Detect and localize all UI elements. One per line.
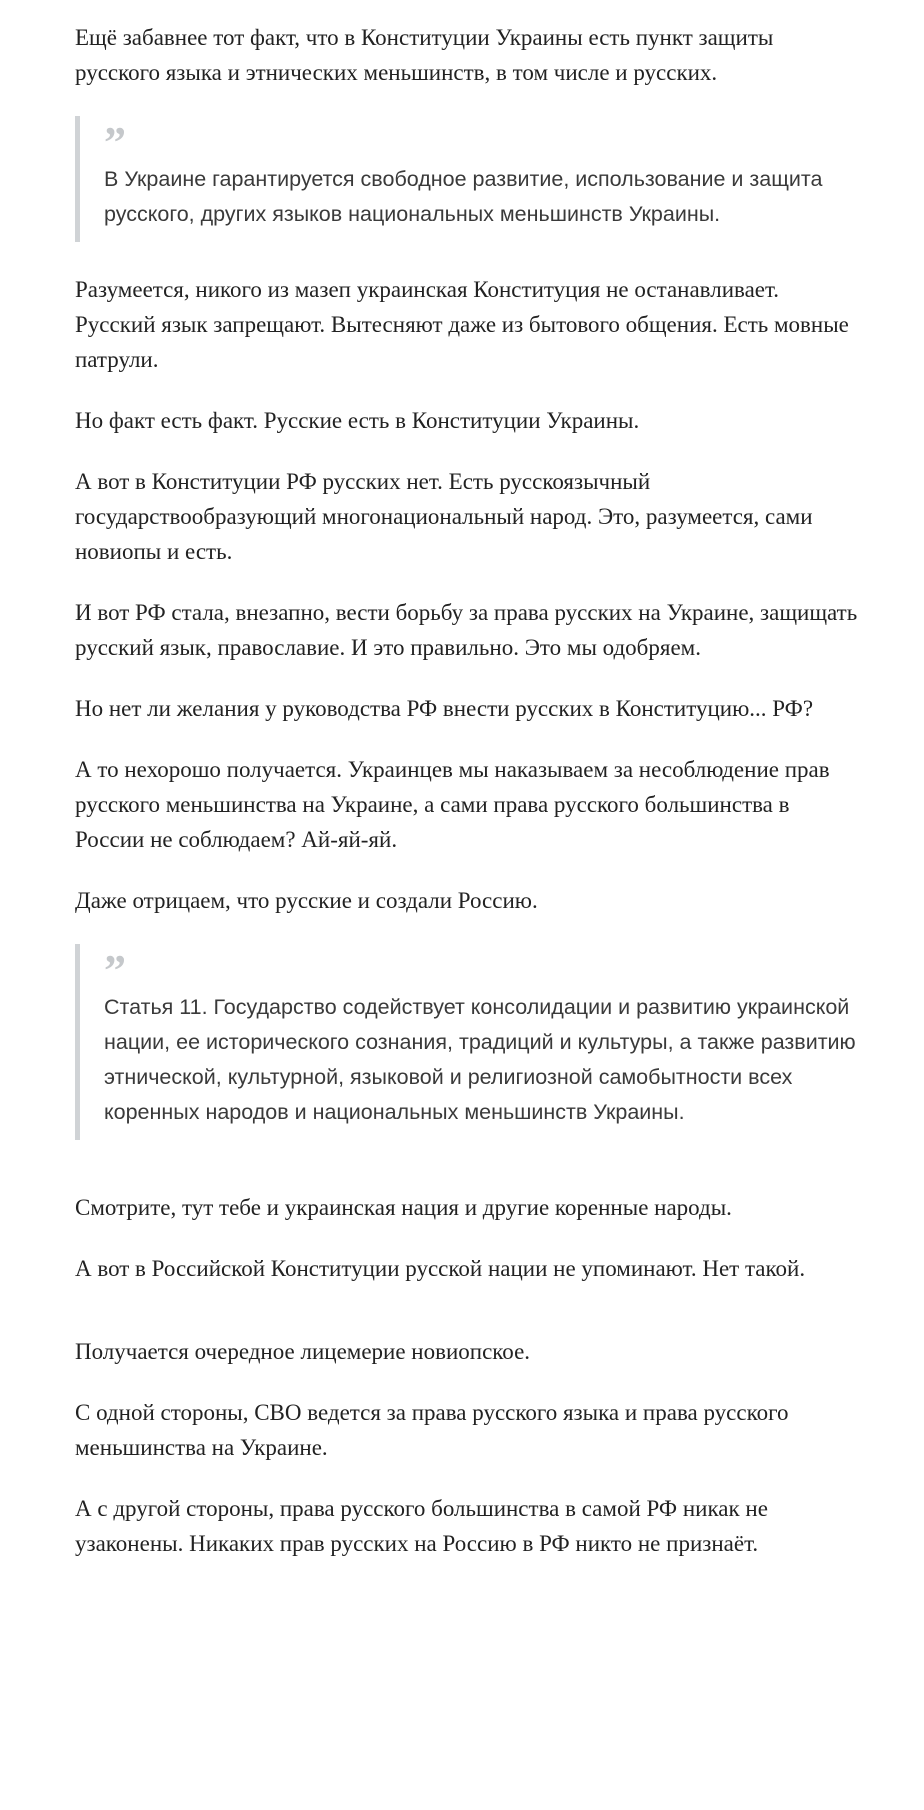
paragraph: А то нехорошо получается. Украинцев мы наказываем за несоблюдение прав русского меньшинства на Украине, а сами права русского большинства в России не соблюдаем? Ай-яй-яй. — [75, 757, 830, 852]
paragraph: Смотрите, тут тебе и украинская нация и другие коренные народы. — [75, 1195, 732, 1220]
quote-icon: ” — [104, 946, 126, 995]
quote-text: В Украине гарантируется свободное развитие, использование и защита русского, других языков национальных меньшинств Украины. — [104, 167, 823, 226]
paragraph: С одной стороны, СВО ведется за права русского языка и права русского меньшинства на Украине. — [75, 1400, 789, 1460]
paragraph: А вот в Российской Конституции русской нации не упоминают. Нет такой. — [75, 1256, 806, 1281]
paragraph: Разумеется, никого из мазеп украинская Конституция не останавливает. Русский язык запрещают. Вытесняют даже из бытового общения. Есть мовные патрули. — [75, 277, 849, 372]
quote-text: Статья 11. Государство содействует консолидации и развитию украинской нации, ее исторического сознания, традиций и культуры, а также развитию этнической, культурной, языковой и религиозной самобытности всех коренных народов и национальных меньшинств Украины. — [104, 995, 856, 1124]
blockquote — [75, 944, 864, 1140]
paragraph: Получается очередное лицемерие новиопское. — [75, 1339, 531, 1364]
paragraph: А вот в Конституции РФ русских нет. Есть русскоязычный государствообразующий многонациональный народ. Это, разумеется, сами новиопы и есть. — [75, 469, 813, 564]
paragraph: Но нет ли желания у руководства РФ внести русских в Конституцию... РФ? — [75, 696, 814, 721]
paragraph: Даже отрицаем, что русские и создали Россию. — [75, 888, 538, 913]
quote-icon: ” — [104, 118, 126, 167]
paragraph: Ещё забавнее тот факт, что в Конституции Украины есть пункт защиты русского языка и этнических меньшинств, в том числе и русских. — [75, 25, 774, 85]
blockquote — [75, 116, 864, 242]
paragraph: А с другой стороны, права русского большинства в самой РФ никак не узаконены. Никаких прав русских на Россию в РФ никто не признаёт. — [75, 1496, 768, 1556]
paragraph: Но факт есть факт. Русские есть в Конституции Украины. — [75, 408, 640, 433]
paragraph: И вот РФ стала, внезапно, вести борьбу за права русских на Украине, защищать русский язык, православие. И это правильно. Это мы одобряем. — [75, 600, 858, 660]
